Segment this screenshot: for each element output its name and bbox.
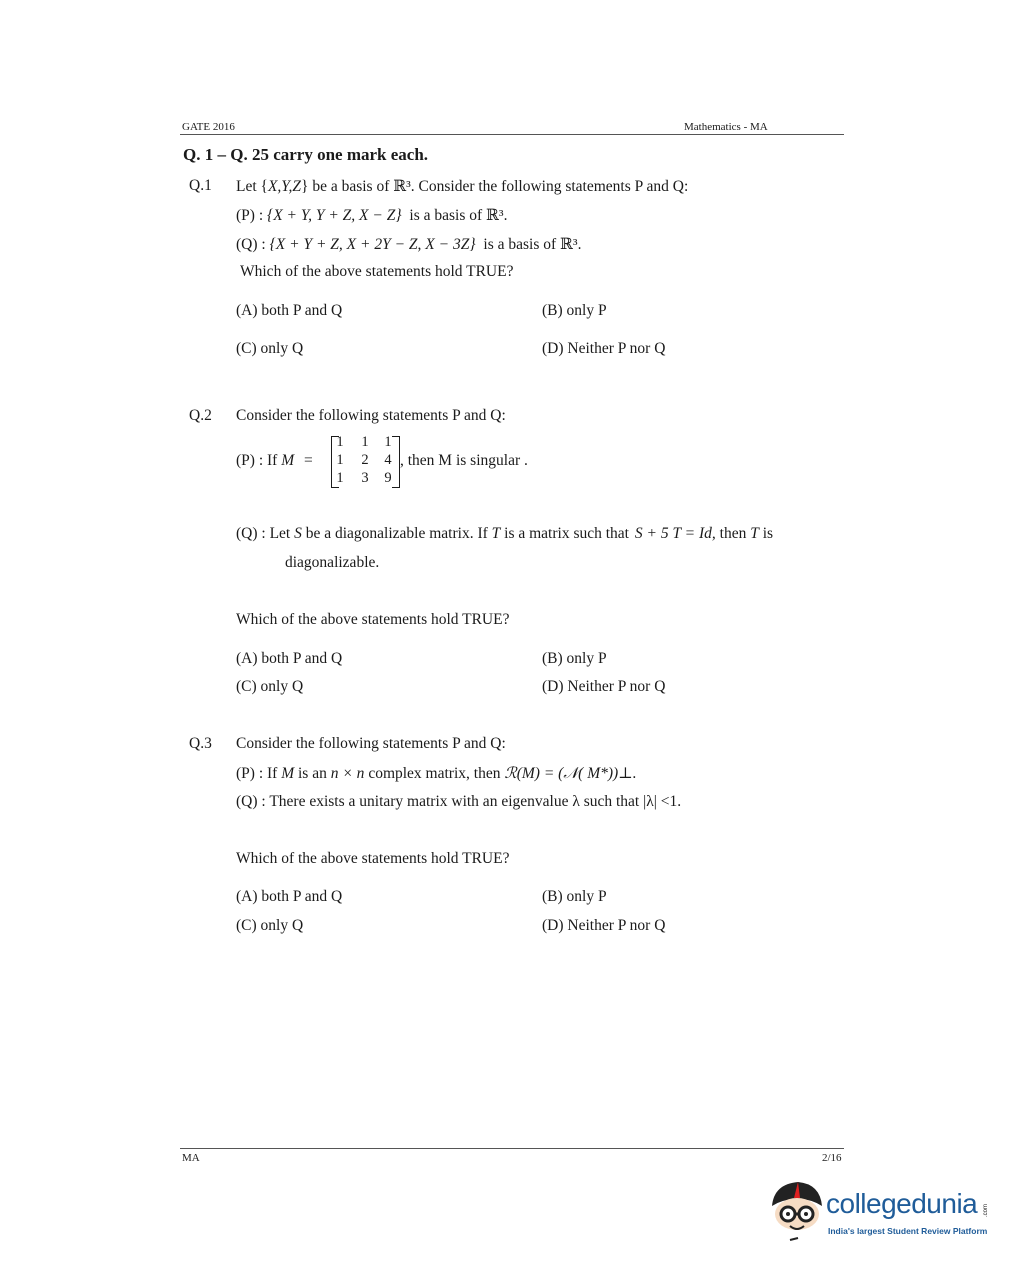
option-a[interactable]: (A) both P and Q [236, 650, 343, 667]
statement-p [236, 764, 637, 783]
question-stem: Consider the following statements P and Q: [236, 407, 506, 424]
question-ask: Which of the above statements hold TRUE? [236, 850, 510, 867]
statement-math: ℛ(M) = (𝒩( M*))⊥. [504, 765, 637, 782]
statement-text: If [267, 765, 278, 782]
question-ask: Which of the above statements hold TRUE? [240, 263, 514, 280]
matrix-name: M [281, 452, 295, 469]
equation: S + 5 T = Id, [634, 525, 716, 542]
statement-p-tail: , then M is singular . [400, 452, 528, 469]
statement-label: (Q) : [236, 525, 266, 542]
option-c[interactable]: (C) only Q [236, 678, 304, 695]
option-b[interactable]: (B) only P [542, 650, 607, 667]
option-d[interactable]: (D) Neither P nor Q [542, 678, 666, 695]
stem-vars: X,Y,Z [267, 178, 302, 195]
logo-tagline: India's largest Student Review Platform [828, 1226, 988, 1236]
matrix-cell: 1 [336, 470, 344, 486]
statement-math: {X + Y, Y + Z, X − Z} [267, 207, 402, 224]
matrix-cell: 2 [361, 452, 369, 468]
statement-q [236, 235, 581, 254]
header-exam: GATE 2016 [182, 121, 235, 133]
statement-math: {X + Y + Z, X + 2Y − Z, X − 3Z} [269, 236, 476, 253]
statement-q [236, 793, 681, 811]
option-a[interactable]: (A) both P and Q [236, 888, 343, 905]
header-subject: Mathematics - MA [684, 121, 768, 133]
statement-q-continued: diagonalizable. [285, 554, 380, 571]
matrix-cell: 3 [361, 470, 369, 486]
stem-text: } be a basis of ℝ³. Consider the following statements P and Q: [301, 178, 689, 195]
option-b[interactable]: (B) only P [542, 302, 607, 319]
statement-text: is a basis of ℝ³. [409, 207, 508, 224]
matrix-cell: 1 [361, 434, 369, 450]
statement-text: be a diagonalizable matrix. If [305, 525, 488, 542]
dimension: n × n [330, 765, 365, 782]
statement-text: There exists a unitary matrix with an eigenvalue λ such that |λ| <1. [269, 793, 682, 810]
statement-text: is a basis of ℝ³. [483, 236, 582, 253]
var-t: T [750, 525, 759, 542]
option-c[interactable]: (C) only Q [236, 917, 304, 934]
matrix-cell: 1 [384, 434, 392, 450]
statement-text: is [762, 525, 774, 542]
section-title: Q. 1 – Q. 25 carry one mark each. [183, 145, 429, 164]
stem-text: Let { [236, 178, 268, 195]
statement-label: (Q) : [236, 236, 266, 253]
matrix-cell: 9 [384, 470, 392, 486]
question-number: Q.2 [189, 407, 212, 424]
footer-paper-code: MA [182, 1152, 200, 1164]
option-d[interactable]: (D) Neither P nor Q [542, 917, 666, 934]
mascot-icon [764, 1176, 830, 1248]
option-b[interactable]: (B) only P [542, 888, 607, 905]
statement-text: is an [298, 765, 327, 782]
question-stem [236, 177, 688, 196]
var-s: S [294, 525, 302, 542]
matrix-cell: 1 [336, 434, 344, 450]
statement-p [236, 206, 507, 225]
matrix-cell: 1 [336, 452, 344, 468]
option-a[interactable]: (A) both P and Q [236, 302, 343, 319]
equals-sign: = [304, 452, 313, 469]
matrix-cell: 4 [384, 452, 392, 468]
footer-page-number: 2/16 [822, 1152, 842, 1164]
footer-rule [180, 1148, 844, 1149]
logo-wordmark: collegedunia [826, 1188, 978, 1219]
statement-text: complex matrix, then [368, 765, 501, 782]
logo-suffix: .com [983, 1203, 989, 1217]
statement-p-label [236, 452, 313, 470]
question-number: Q.1 [189, 177, 212, 194]
var-t: T [491, 525, 501, 542]
statement-text: Let [269, 525, 291, 542]
option-c[interactable]: (C) only Q [236, 340, 304, 357]
statement-label: (P) : [236, 765, 264, 782]
header-rule [180, 134, 844, 135]
statement-label: (P) : [236, 207, 264, 224]
statement-label: (Q) : [236, 793, 266, 810]
statement-q [236, 525, 773, 543]
statement-text: is a matrix such that [504, 525, 629, 542]
var-m: M [281, 765, 295, 782]
statement-label: (P) : If [236, 452, 278, 469]
statement-text: then [719, 525, 747, 542]
question-stem: Consider the following statements P and Q: [236, 735, 506, 752]
option-d[interactable]: (D) Neither P nor Q [542, 340, 666, 357]
question-ask: Which of the above statements hold TRUE? [236, 611, 510, 628]
question-number: Q.3 [189, 735, 212, 752]
